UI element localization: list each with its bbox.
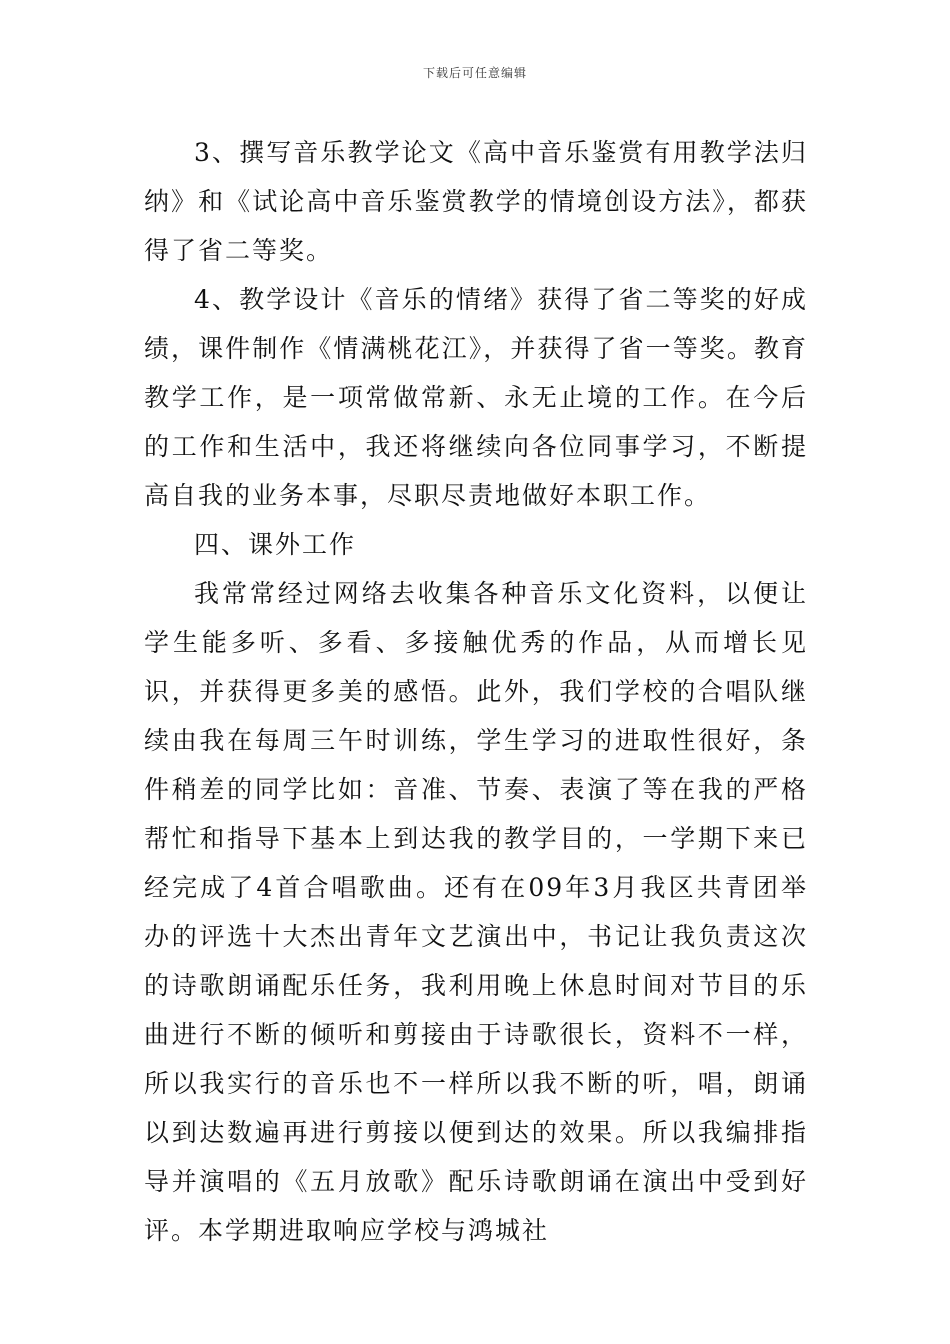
page-header-note: 下载后可任意编辑: [422, 66, 527, 80]
paragraph-teaching-design: 4、教学设计《音乐的情绪》获得了省二等奖的好成绩，课件制作《情满桃花江》，并获得了省一等奖。教育教学工作，是一项常做常新、永无止境的工作。在今后的工作和生活中，我还将继续向各位同事学习，不断提高自我的业务本事，尽职尽责地做好本职工作。: [144, 285, 808, 510]
paragraph-extracurricular-work: 我常常经过网络去收集各种音乐文化资料，以便让学生能多听、多看、多接触优秀的作品，从而增长见识，并获得更多美的感悟。此外，我们学校的合唱队继续由我在每周三午时训练，学生学习的进取性很好，条件稍差的同学比如：音准、节奏、表演了等在我的严格帮忙和指导下基本上到达我的教学目的，一学期下来已经完成了4首合唱歌曲。还有在09年3月我区共青团举办的评选十大杰出青年文艺演出中，书记让我负责这次的诗歌朗诵配乐任务，我利用晚上休息时间对节目的乐曲进行不断的倾听和剪接由于诗歌很长，资料不一样，所以我实行的音乐也不一样所以我不断的听，唱，朗诵以到达数遍再进行剪接以便到达的效果。所以我编排指导并演唱的《五月放歌》配乐诗歌朗诵在演出中受到好评。本学期进取响应学校与鸿城社: [144, 579, 808, 1245]
paragraph-award-papers: 3、撰写音乐教学论文《高中音乐鉴赏有用教学法归纳》和《试论高中音乐鉴赏教学的情境创设方法》，都获得了省二等奖。: [144, 138, 808, 265]
section-heading-extracurricular: 四、课外工作: [194, 530, 357, 559]
document-body: [144, 128, 808, 1255]
